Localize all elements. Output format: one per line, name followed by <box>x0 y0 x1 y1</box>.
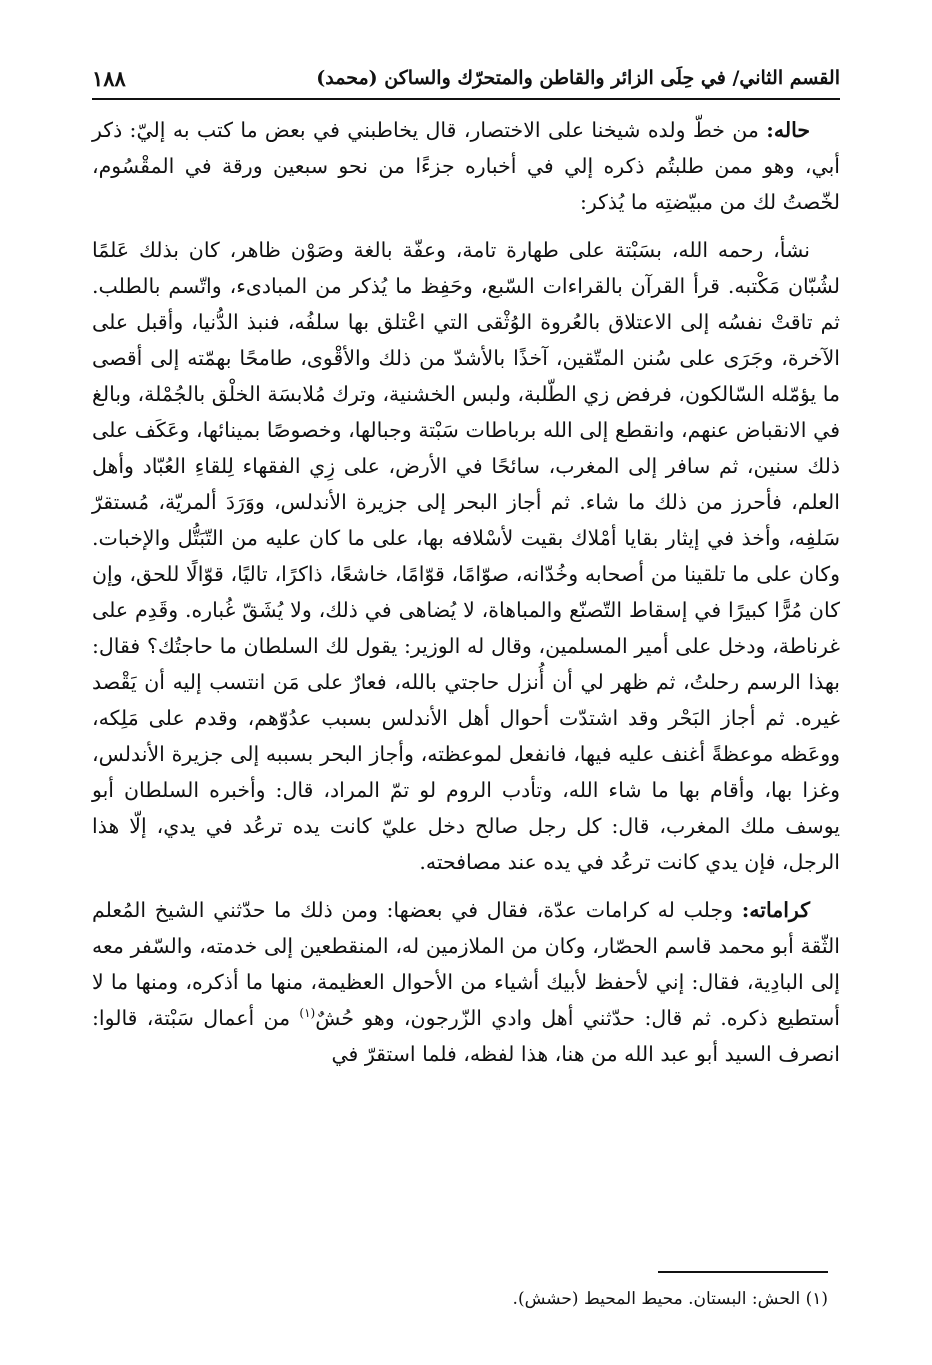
paragraph-text: وجلب له كرامات عدّة، فقال في بعضها: ومن ذلك ما حدّثني الشيخ المُعلم الثّقة أبو محمد قاسم الحصّار، وكان من الملازمين له، المنقطعين إلى خدمته، والسّفر معه إلى البادِية، فقال: إني لأحفظ لأبيك أشياء من الأحوال العظيمة، منها ما أذكره، ومنها ما لا أستطيع ذكره. ثم قال: حدّثني أهل وادي الزّرجون، وهو حُشٌ <box>92 898 840 1030</box>
footnote <box>92 1284 828 1314</box>
footnote-number: (١) <box>805 1289 828 1309</box>
paragraph-miracles <box>92 892 840 1072</box>
section-lead-condition: حاله: <box>766 118 810 142</box>
paragraph-biography <box>92 232 840 880</box>
section-lead-miracles: كراماته: <box>741 898 810 922</box>
footnote-separator <box>658 1271 828 1273</box>
paragraph-text-continued: من أعمال سَبْتة، قالوا: انصرف السيد أبو عبد الله من هنا، هذا لفظه، فلما استقرّ في <box>92 1006 840 1066</box>
main-text <box>92 112 840 1084</box>
footnote-marker: (١) <box>299 1006 316 1021</box>
paragraph-text: من خطّ ولده شيخنا على الاختصار، قال يخاطبني في بعض ما كتب به إليّ: ذكر أبي، وهو ممن طلبتُم ذكره إلي في أخباره جزءًا من نحو سبعين ورقة في المقْسُوم، لخّصتُ لك من مبيّضتِه ما يُذكر: <box>92 118 840 214</box>
page-header <box>92 58 840 100</box>
footnote-text: الحش: البستان. محيط المحيط (حشش). <box>512 1289 801 1309</box>
running-title: القسم الثاني/ في حِلَى الزائر والقاطن والمتحرّك والساكن (محمد) <box>316 67 840 89</box>
paragraph-condition <box>92 112 840 220</box>
page-number: ١٨٨ <box>92 65 126 91</box>
paragraph-text: نشأ، رحمه الله، بسَبْتة على طهارة تامة، وعفّة بالغة وصَوْن ظاهر، كان بذلك عَلمًا لشُبّان مَكْتبه. قرأ القرآن بالقراءات السّبع، وحَفِظ ما يُذكر من المبادىء، واتّسم بالطلب. ثم تاقتْ نفسُه إلى الاعتلاق بالعُروة الوُثْقى التي اعْتلق بها سلفُه، فنبذ الدُّنيا، وأقبل على الآخرة، وجَرَى على سُنن المتّقين، آخذًا بالأشدّ من ذلك والأقْوى، طامحًا بهمّته إلى أقصى ما يؤمّله السّالكون، فرفض زي الطّلبة، ولبس الخشنية، وترك مُلابسَة الخلْق بالجُمْلة، وبالغ في الانقباض عنهم، وانقطع إلى الله برباطات سَبْتة وجبالها، وخصوصًا بمينائها، وعَكَف على ذلك سنين، ثم سافر إلى المغرب، سائحًا في الأرض، على زِي الفقهاء لِلقاءِ العُبّاد وأهل العلم، فأحرز من ذلك ما شاء. ثم أجاز البحر إلى جزيرة الأندلس، ووَرَدَ ألمريّة، مُستقرّ سَلفِه، وأخذ في إيثار بقايا أمْلاك بقيت لأسْلافه بها، على ما كان عليه من التّبَتُّل والإخبات. وكان على ما تلقينا من أصحابه وخُدّانه، صوّامًا، قوّامًا، خاشعًا، ذاكرًا، تاليًا، قوّالًا للحق، وإن كان مُرًّا كبيرًا في إسقاط التّصنّع والمباهاة، لا يُضاهى في ذلك، ولا يُشَقّ غُباره. وقَدِم على غرناطة، ودخل على أمير المسلمين، وقال له الوزير: يقول لك السلطان ما حاجتُك؟ فقال: بهذا الرسم رحلتُ، ثم ظهر لي أن أُنزل حاجتي بالله، فعارٌ على مَن انتسب إليه أن يَقْصد غيره. ثم أجاز البَحْر وقد اشتدّت أحوال أهل الأندلس بسبب عدُوّهم، وقدم على مَلِكه، ووعَظه موعظةً أغنف عليه فيها، فانفعل لموعظته، وأجاز البحر بسببه إلى جزيرة الأندلس، وغزا بها، وأقام بها ما شاء الله، وتأدب الروم لو تمّ المراد، قال: وأخبره السلطان أبو يوسف ملك المغرب، قال: كل رجل صالح دخل عليّ كانت يده ترعُد في يدي، إلّا هذا الرجل، فإن يدي كانت ترعُد في يده عند مصافحته. <box>92 238 840 874</box>
